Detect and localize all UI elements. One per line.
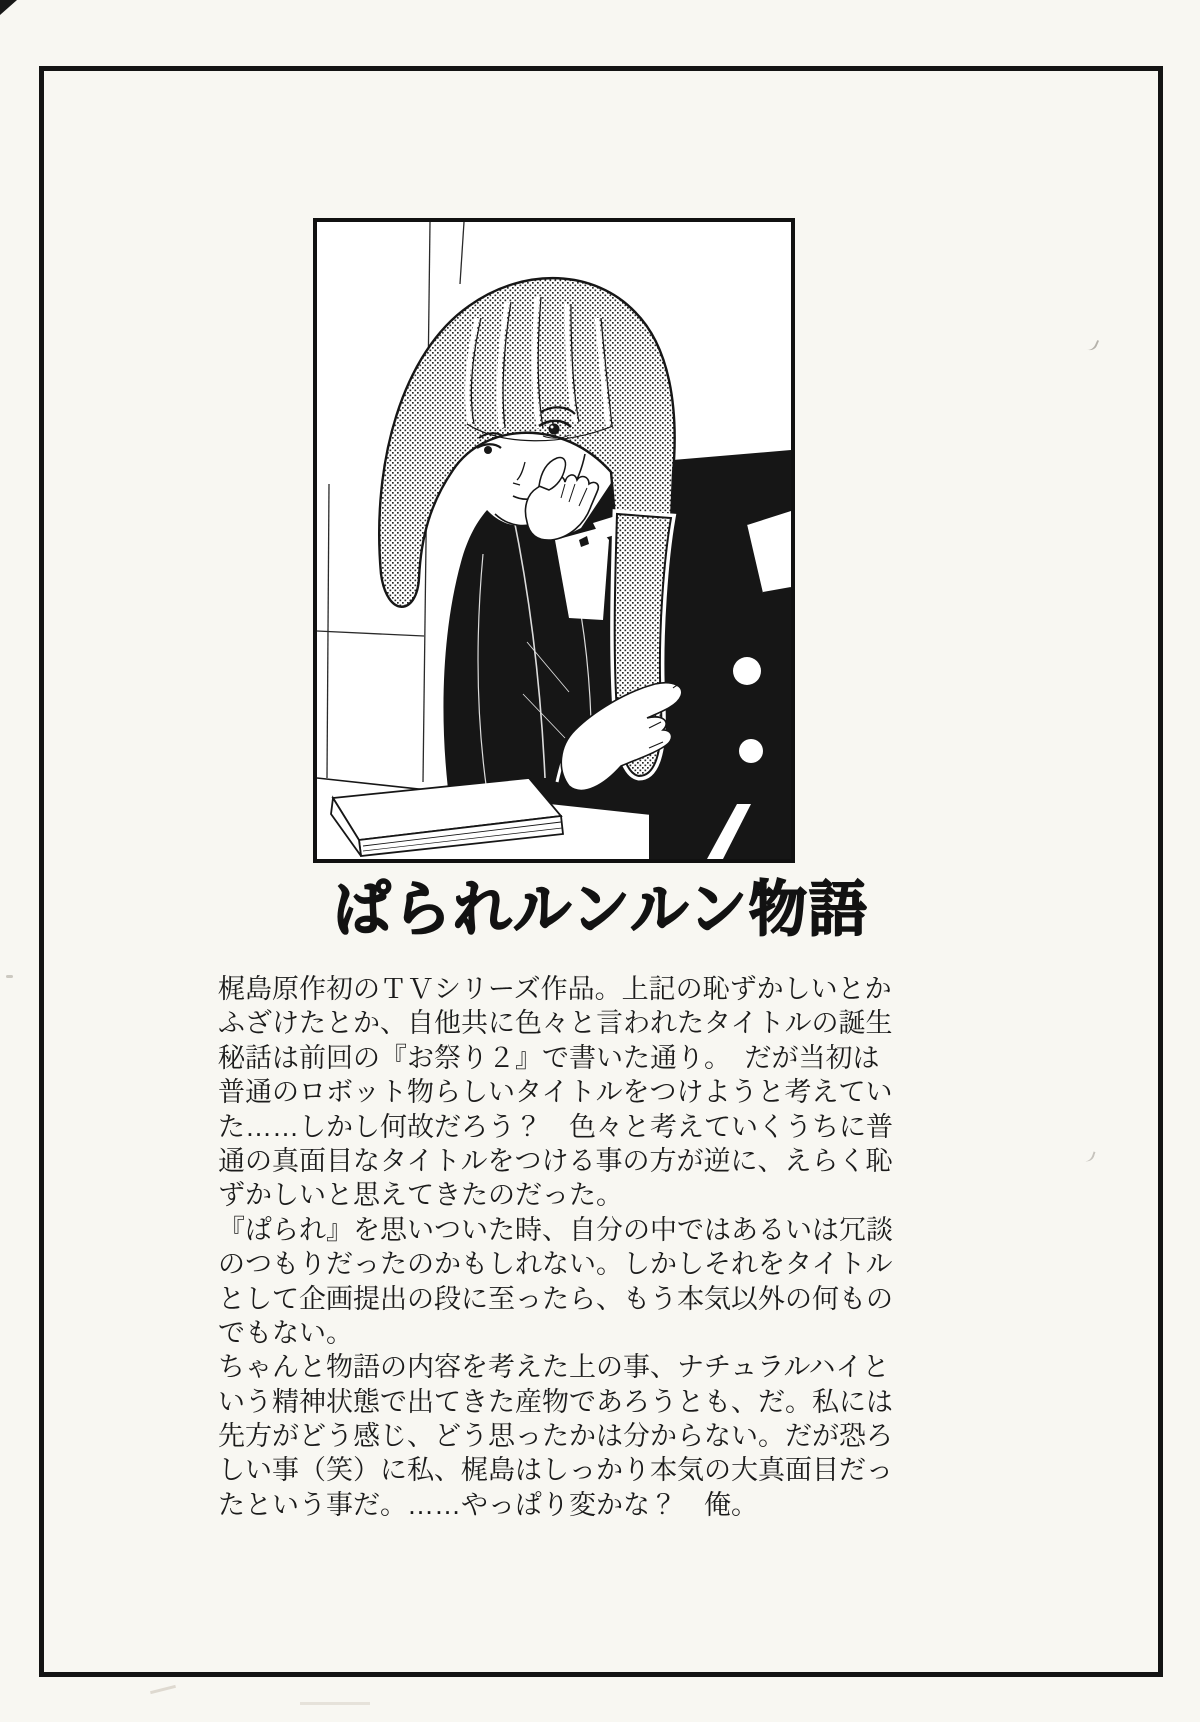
text-line: 通の真面目なタイトルをつける事の方が逆に、えらく恥 [218,1145,893,1176]
text-line: た……しかし何故だろう？ 色々と考えていくうちに普 [218,1111,893,1142]
story-title-logo: ぱられルンルン物語 [333,873,869,945]
text-line: しい事（笑）に私、梶島はしっかり本気の大真面目だっ [218,1455,893,1486]
scan-corner-artifact [0,0,17,15]
text-line: ちゃんと物語の内容を考えた上の事、ナチュラルハイと [218,1352,890,1383]
text-line: 梶島原作初のＴＶシリーズ作品。上記の恥ずかしいとか [218,974,892,1004]
scan-artifact [6,975,13,978]
illustration-frame [313,218,795,863]
text-line: ずかしいと思えてきたのだった。 [218,1180,623,1211]
text-line: 普通のロボット物らしいタイトルをつけようと考えてい [218,1077,893,1108]
scan-artifact [150,1685,176,1694]
character-illustration [317,222,791,859]
text-line: ふざけたとか、自他共に色々と言われたタイトルの誕生 [218,1008,893,1039]
text-line: たという事だ。……やっぱり変かな？ 俺。 [218,1489,758,1520]
text-line: いう精神状態で出てきた産物であろうとも、だ。私には [218,1386,893,1417]
text-line: として企画提出の段に至ったら、もう本気以外の何もの [218,1283,893,1314]
text-line: 先方がどう感じ、どう思ったかは分からない。だが恐ろ [218,1421,893,1452]
text-line: のつもりだったのかもしれない。しかしそれをタイトル [218,1249,893,1280]
scan-artifact [300,1702,370,1705]
text-line: でもない。 [218,1317,353,1348]
text-line: 秘話は前回の『お祭り２』で書いた通り。 だが当初は [218,1042,880,1073]
commentary-text [218,972,918,1522]
text-line: 『ぱられ』を思いついた時、自分の中ではあるいは冗談 [218,1214,893,1245]
